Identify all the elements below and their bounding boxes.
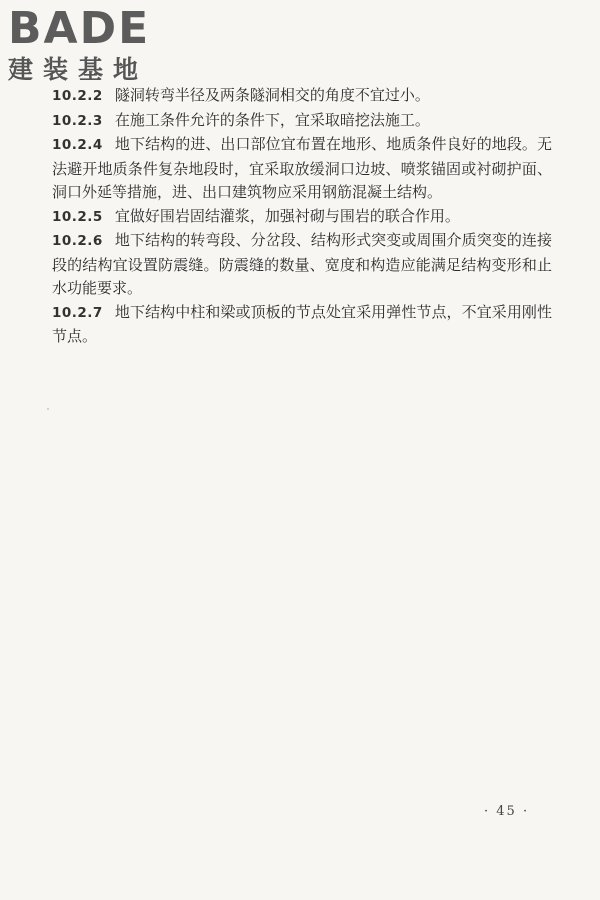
- clause-10-2-5: [52, 205, 552, 230]
- clause-text: 在施工条件允许的条件下，宜采取暗挖法施工。: [114, 110, 430, 129]
- scan-speck: [47, 408, 49, 410]
- clause-number: 10.2.2: [52, 88, 103, 104]
- logo-subtitle: 建装基地: [8, 55, 149, 84]
- bade-logo: [8, 4, 178, 84]
- logo-wordmark: BADE: [8, 3, 151, 54]
- clause-text: 地下结构的转弯段、分岔段、结构形式突变或周围介质突变的连接段的结构宜设置防震缝。防震缝的数量、宽度和构造应能满足结构变形和止水功能要求。: [52, 231, 552, 297]
- clause-10-2-4: [52, 133, 552, 205]
- clause-number: 10.2.6: [52, 233, 103, 249]
- clause-10-2-2: [52, 84, 552, 109]
- clause-10-2-3: [52, 109, 552, 134]
- clause-text: 地下结构的进、出口部位宜布置在地形、地质条件良好的地段。无法避开地质条件复杂地段时，宜采取放缓洞口边坡、喷浆锚固或衬砌护面、洞口外延等措施，进、出口建筑物应采用钢筋混凝土结构。: [52, 135, 552, 201]
- clause-10-2-6: [52, 229, 552, 301]
- clause-10-2-7: [52, 301, 552, 349]
- clause-number: 10.2.4: [52, 137, 103, 153]
- clause-text: 地下结构中柱和梁或顶板的节点处宜采用弹性节点，不宜采用刚性节点。: [52, 302, 552, 345]
- clause-number: 10.2.3: [52, 112, 103, 129]
- page-number: · 45 ·: [484, 804, 530, 819]
- clause-number: 10.2.5: [52, 208, 103, 225]
- clause-text: 宜做好围岩固结灌浆，加强衬砌与围岩的联合作用。: [114, 206, 460, 225]
- clause-text: 隧洞转弯半径及两条隧洞相交的角度不宜过小。: [114, 86, 430, 104]
- clause-number: 10.2.7: [52, 304, 103, 321]
- document-body: [52, 84, 552, 349]
